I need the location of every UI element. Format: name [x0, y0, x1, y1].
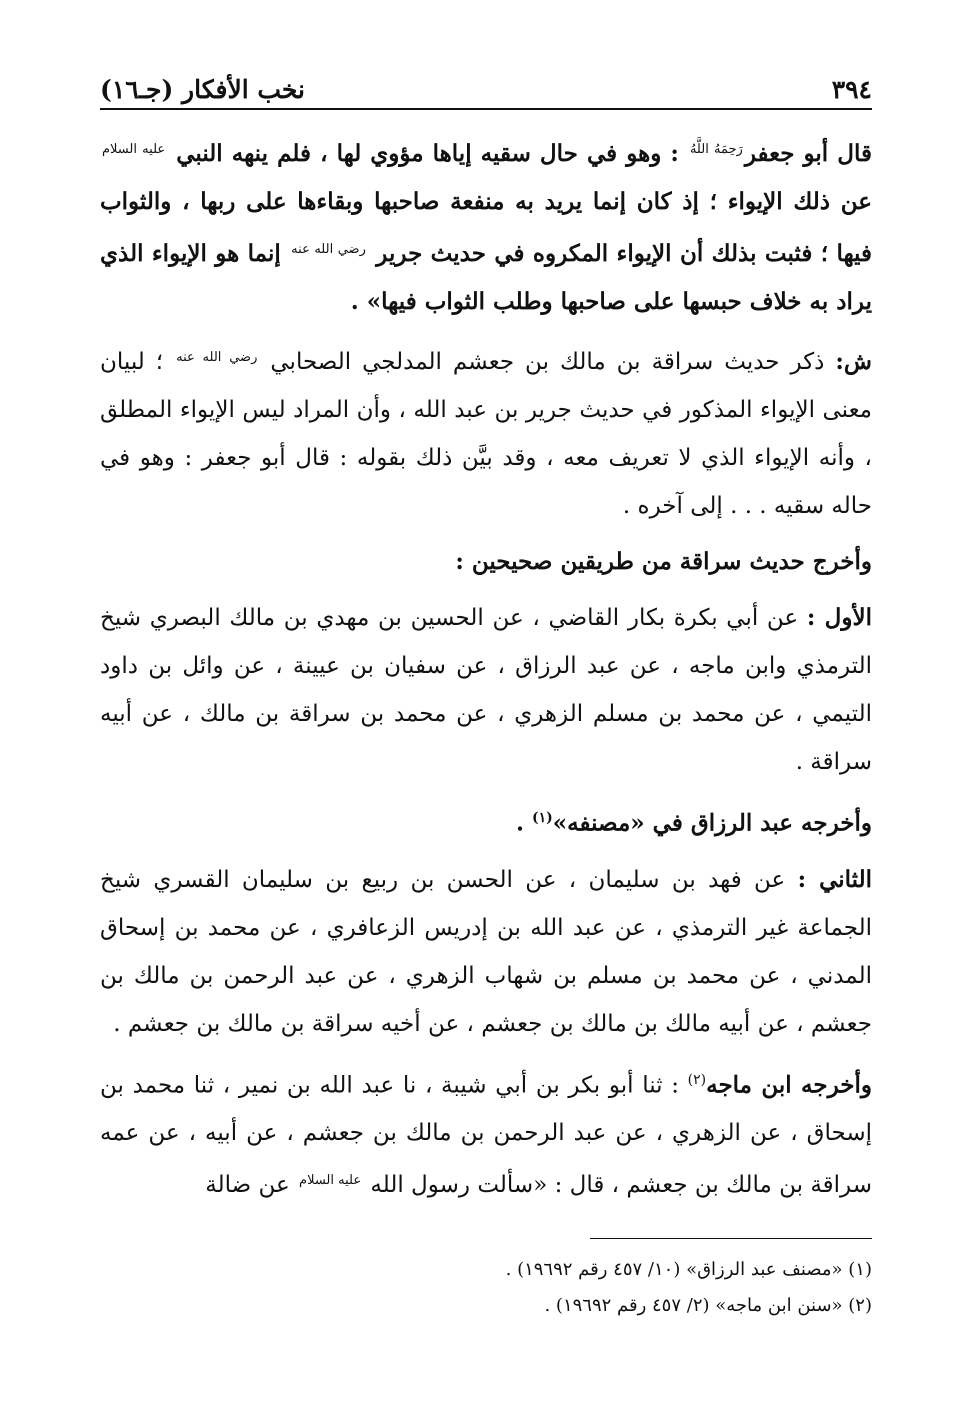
honorific-mark: عليه السلام — [299, 1173, 362, 1189]
honorific-mark: رَحِمَهُ اللَّهُ — [689, 142, 743, 157]
footnote-ref-1[interactable]: (١) — [531, 810, 553, 826]
footnote-rule — [590, 1238, 872, 1239]
commentary-marker: ش: — [835, 348, 872, 375]
honorific-mark: عليه السلام — [102, 142, 166, 157]
para3-text: عن أبي بكرة بكار القاضي ، عن الحسين بن مهدي بن مالك البصري شيخ الترمذي وابن ماجه ، عن عبد الرزاق ، عن سفيان بن عيينة ، عن وائل بن داود التيمي ، عن محمد بن مسلم الزهري ، عن محمد بن سراقة بن مالك ، عن أبيه سراقة . — [100, 605, 872, 775]
footnote-1: (١) «مصنف عبد الرزاق» (١٠/ ٤٥٧ رقم ١٩٦٩٢) . — [505, 1259, 872, 1280]
first-chain-label: الأول : — [806, 604, 872, 631]
running-head — [100, 60, 872, 104]
ibn-majah-label: وأخرجه ابن ماجه — [706, 1071, 872, 1099]
footnote-ref-2[interactable]: (٢) — [687, 1071, 707, 1088]
paragraph-ibn-majah — [100, 1056, 872, 1210]
paragraph-first-chain — [100, 594, 872, 786]
honorific-mark: رضي الله عنه — [176, 350, 258, 365]
abd-al-razzaq-heading — [100, 794, 872, 848]
footnotes — [300, 1252, 872, 1324]
para5-text1: : ثنا أبو بكر بن أبي شيبة ، نا عبد الله بن نمير ، ثنا محمد بن إسحاق ، عن الزهري ، عن عبد الرحمن بن مالك بن جعشم ، عن أبيه ، عن عمه سراقة بن مالك بن جعشم ، قال : «سألت رسول الله — [100, 1072, 872, 1199]
para1-text1: قال أبو جعفر — [744, 140, 872, 167]
second-chain-label: الثاني : — [797, 865, 873, 893]
para1-text4: إنما هو الإيواء الذي يراد به خلاف حبسها على صاحبها وطلب الثواب فيها» . — [100, 240, 872, 315]
heading2-end: . — [515, 809, 524, 837]
book-title: نخب الأفكار (جـ١٦) — [100, 75, 306, 104]
page-body — [100, 126, 872, 1217]
page-number: ٣٩٤ — [831, 75, 872, 104]
para4-text: عن فهد بن سليمان ، عن الحسن بن ربيع بن سليمان القسري شيخ الجماعة غير الترمذي ، عن عبد الله بن إدريس الزعافري ، عن محمد بن إسحاق المدني ، عن محمد بن مسلم بن شهاب الزهري ، عن عبد الرحمن بن مالك بن جعشم ، عن أبيه مالك بن مالك بن جعشم ، عن أخيه سراقة بن مالك بن جعشم . — [100, 866, 872, 1037]
paragraph-abu-jafar — [100, 126, 872, 326]
honorific-mark: رضي الله عنه — [291, 242, 366, 257]
paragraph-second-chain — [100, 856, 872, 1048]
footnote-2: (٢) «سنن ابن ماجه» (٢/ ٤٥٧ رقم ١٩٦٩٢) . — [544, 1295, 872, 1316]
para1-text3: عن ذلك الإيواء ؛ إذ كان إنما يريد به منفعة صاحبها وبقاءها على ربها ، والثواب فيها ؛ فثبت بذلك أن الإيواء المكروه في حديث جرير — [100, 188, 872, 267]
para5-text2: عن ضالة — [205, 1172, 290, 1199]
para1-text2: : وهو في حال سقيه إياها مؤوي لها ، فلم ينهه النبي — [176, 140, 679, 167]
paragraph-commentary — [100, 334, 872, 530]
para2-text1: ذكر حديث سراقة بن مالك بن جعشم المدلجي الصحابي — [270, 349, 825, 375]
section-heading: وأخرج حديث سراقة من طريقين صحيحين : — [455, 548, 872, 575]
para2-text2: ؛ لبيان معنى الإيواء المذكور في حديث جرير بن عبد الله ، وأن المراد ليس الإيواء المطلق ، وأنه الإيواء الذي لا تعريف معه ، وقد بيَّن ذلك بقوله : قال أبو جعفر : وهو في حاله سقيه . . . إلى آخره . — [100, 349, 872, 519]
heading2-text: وأخرجه عبد الرزاق في «مصنفه» — [552, 809, 872, 837]
header-rule — [100, 108, 872, 110]
